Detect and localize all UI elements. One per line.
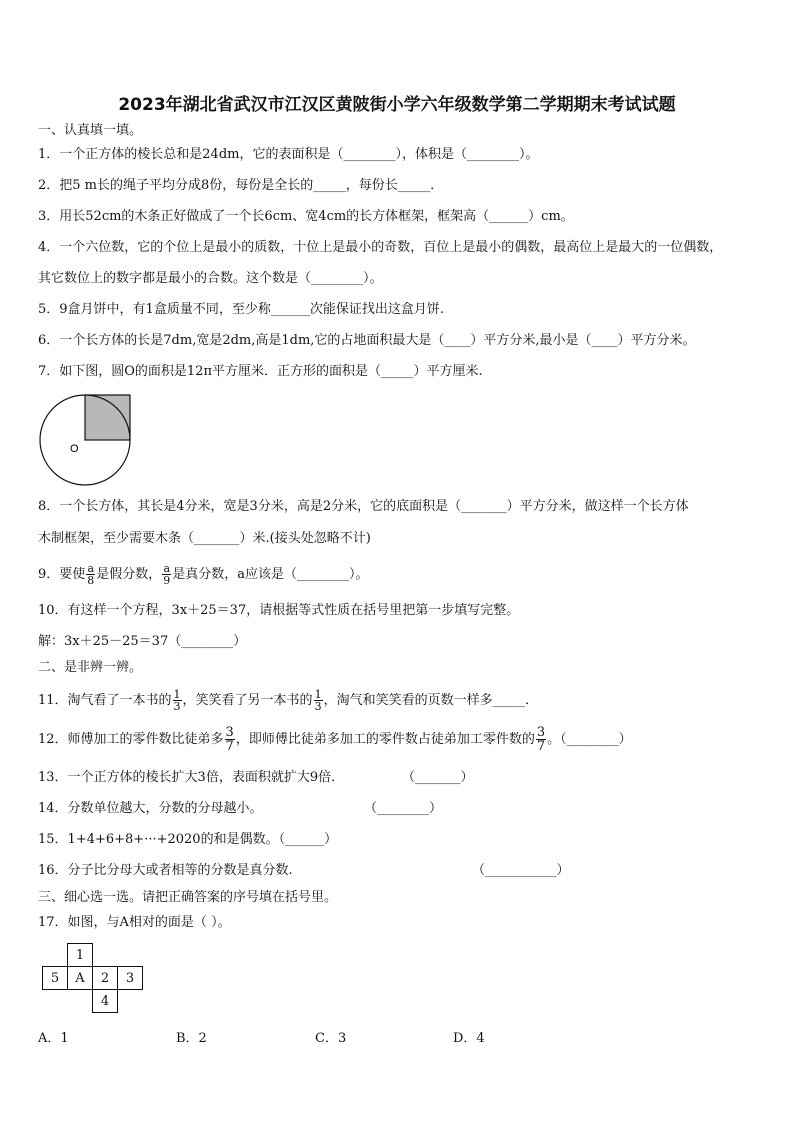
net-face: 5	[43, 967, 68, 990]
question-6: 6．一个长方体的长是7dm,宽是2dm,高是1dm,它的占地面积最大是（____）平方分米,最小是（____）平方分米。	[38, 333, 696, 348]
question-7: 7．如下图，圆O的面积是12π平方厘米．正方形的面积是（_____）平方厘米.	[38, 364, 483, 379]
fraction-three-sevenths: $\frac{3}{7}$	[225, 725, 234, 754]
net-face: A	[68, 967, 93, 990]
net-face: 2	[93, 967, 118, 990]
fraction-three-sevenths: $\frac{3}{7}$	[536, 725, 546, 754]
section-heading: 三、细心选一选。请把正确答案的序号填在括号里。	[38, 890, 338, 905]
option-d: D．4	[453, 1031, 485, 1046]
option-c: C．3	[315, 1031, 347, 1046]
answer-blank: （___________）	[472, 863, 570, 878]
question-17: 17．如图，与A相对的面是（ ）。	[38, 915, 231, 930]
question-10: 10．有这样一个方程，3x＋25＝37，请根据等式性质在括号里把第一步填写完整。	[38, 603, 520, 618]
page-title: 2023年湖北省武汉市江汉区黄陂街小学六年级数学第二学期期末考试试题	[118, 95, 676, 115]
question-16: 16．分子比分母大或者相等的分数是真分数.	[38, 863, 293, 878]
net-face: 3	[118, 967, 143, 990]
question-4-cont: 其它数位上的数字都是最小的合数。这个数是（________）。	[38, 271, 383, 286]
cube-net	[42, 943, 143, 1013]
question-8-cont: 木制框架，至少需要木条（_______）米.(接头处忽略不计)	[38, 531, 371, 546]
question-13: 13．一个正方体的棱长扩大3倍，表面积就扩大9倍．	[38, 770, 345, 785]
answer-blank: （________）	[364, 801, 443, 816]
option-a: A．1	[38, 1031, 69, 1046]
option-b: B．2	[176, 1031, 207, 1046]
question-10-solution: 解：3x＋25－25＝37（________）	[38, 634, 247, 649]
fraction-one-third: $\frac{1}{3}$	[173, 688, 181, 713]
question-3: 3．用长52cm的木条正好做成了一个长6cm、宽4cm的长方体框架，框架高（______）cm。	[38, 209, 574, 224]
section-heading: 一、认真填一填。	[38, 123, 143, 138]
question-4: 4．一个六位数，它的个位上是最小的质数，十位上是最小的奇数，百位上是最小的偶数，最高位上是最大的一位偶数，	[38, 240, 723, 255]
section-heading: 二、是非辨一辨。	[38, 660, 143, 675]
fraction-a-9: $\frac{a}{9}$	[163, 562, 171, 587]
question-8: 8．一个长方体，其长是4分米，宽是3分米，高是2分米，它的底面积是（_______）平方分米，做这样一个长方体	[38, 499, 689, 514]
question-5: 5．9盒月饼中，有1盒质量不同，至少称______次能保证找出这盒月饼.	[38, 302, 444, 317]
fraction-one-third: $\frac{1}{3}$	[314, 688, 322, 713]
question-1: 1．一个正方体的棱长总和是24dm，它的表面积是（________），体积是（________）。	[38, 147, 539, 162]
question-2: 2．把5 m长的绳子平均分成8份，每份是全长的_____，每份长_____．	[38, 178, 444, 193]
center-label: O	[70, 443, 79, 455]
circle-square-figure	[38, 390, 138, 490]
answer-blank: （_______）	[402, 770, 474, 785]
question-11: 11．淘气看了一本书的 $\frac{1}{3}$ ，笑笑看了另一本书的 $\frac{1}{3}$ ，淘气和笑笑看的页数一样多_____．	[38, 688, 539, 713]
net-face: 1	[68, 944, 93, 967]
question-14: 14．分数单位越大，分数的分母越小。	[38, 801, 263, 816]
question-12: 12．师傅加工的零件数比徒弟多 $\frac{3}{7}$ ，即师傅比徒弟多加工的零件数占徒弟加工零件数的 $\frac{3}{7}$ 。（________）	[38, 725, 632, 754]
net-face: 4	[93, 990, 118, 1013]
question-9: 9．要使 $\frac{a}{8}$ 是假分数， $\frac{a}{9}$ 是真分数，a应该是（________）。	[38, 562, 369, 587]
question-15: 15．1+4+6+8+···+2020的和是偶数。（______）	[38, 832, 338, 847]
fraction-a-8: $\frac{a}{8}$	[87, 562, 95, 587]
